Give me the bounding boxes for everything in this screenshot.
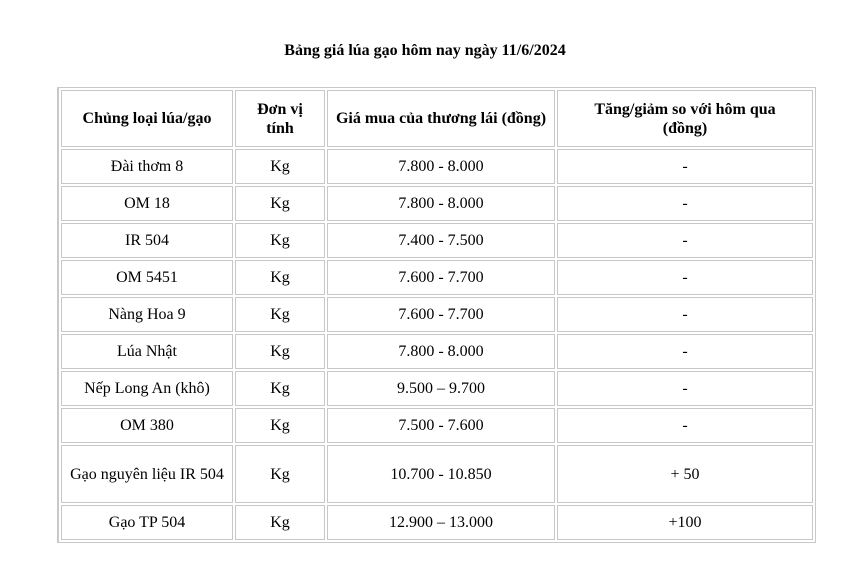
cell-change: +100: [557, 505, 813, 540]
cell-price: 12.900 – 13.000: [327, 505, 555, 540]
cell-price: 7.800 - 8.000: [327, 149, 555, 184]
cell-type: IR 504: [61, 223, 233, 258]
cell-unit: Kg: [235, 371, 325, 406]
cell-type: OM 380: [61, 408, 233, 443]
cell-type: OM 5451: [61, 260, 233, 295]
cell-change: -: [557, 223, 813, 258]
cell-type: Nếp Long An (khô): [61, 371, 233, 406]
cell-change: -: [557, 186, 813, 221]
cell-type: Lúa Nhật: [61, 334, 233, 369]
cell-price: 7.600 - 7.700: [327, 260, 555, 295]
table-row: [61, 260, 813, 295]
cell-unit: Kg: [235, 334, 325, 369]
cell-price: 9.500 – 9.700: [327, 371, 555, 406]
cell-change: -: [557, 149, 813, 184]
table-row: [61, 186, 813, 221]
table-row: [61, 408, 813, 443]
table-row: [61, 223, 813, 258]
cell-price: 7.500 - 7.600: [327, 408, 555, 443]
cell-price: 7.800 - 8.000: [327, 334, 555, 369]
cell-type: Nàng Hoa 9: [61, 297, 233, 332]
cell-change: + 50: [557, 445, 813, 503]
table-row: [61, 297, 813, 332]
cell-type: Gạo nguyên liệu IR 504: [61, 445, 233, 503]
cell-change: -: [557, 260, 813, 295]
table-row: [61, 149, 813, 184]
header-type: Chủng loại lúa/gạo: [61, 90, 233, 147]
cell-change: -: [557, 334, 813, 369]
table-row: [61, 371, 813, 406]
cell-change: -: [557, 297, 813, 332]
cell-type: OM 18: [61, 186, 233, 221]
cell-unit: Kg: [235, 186, 325, 221]
cell-price: 10.700 - 10.850: [327, 445, 555, 503]
table-header-row: [61, 90, 813, 147]
cell-change: -: [557, 371, 813, 406]
header-change: Tăng/giảm so với hôm qua (đồng): [557, 90, 813, 147]
header-price: Giá mua của thương lái (đồng): [327, 90, 555, 147]
cell-price: 7.400 - 7.500: [327, 223, 555, 258]
cell-unit: Kg: [235, 408, 325, 443]
cell-unit: Kg: [235, 445, 325, 503]
header-unit: Đơn vị tính: [235, 90, 325, 147]
table-row: [61, 334, 813, 369]
table-title: Bảng giá lúa gạo hôm nay ngày 11/6/2024: [284, 42, 566, 59]
cell-type: Gạo TP 504: [61, 505, 233, 540]
cell-unit: Kg: [235, 505, 325, 540]
cell-unit: Kg: [235, 297, 325, 332]
cell-type: Đài thơm 8: [61, 149, 233, 184]
cell-unit: Kg: [235, 260, 325, 295]
cell-unit: Kg: [235, 223, 325, 258]
rice-price-table: [57, 87, 816, 543]
table-row: [61, 445, 813, 503]
cell-unit: Kg: [235, 149, 325, 184]
cell-price: 7.600 - 7.700: [327, 297, 555, 332]
cell-price: 7.800 - 8.000: [327, 186, 555, 221]
table-row: [61, 505, 813, 540]
cell-change: -: [557, 408, 813, 443]
